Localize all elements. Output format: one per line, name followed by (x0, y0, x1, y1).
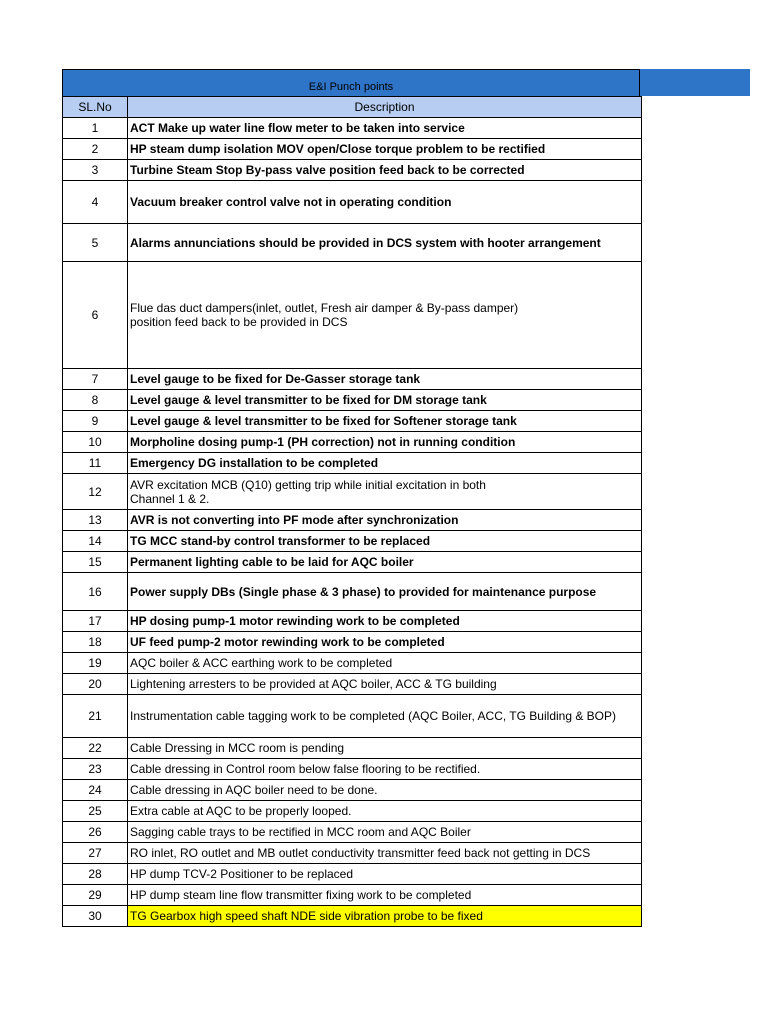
table-row (63, 139, 642, 160)
table-row (63, 674, 642, 695)
description-cell: Instrumentation cable tagging work to be completed (AQC Boiler, ACC, TG Building & BOP) (128, 695, 642, 738)
table-row (63, 510, 642, 531)
sl-no-cell: 5 (63, 224, 128, 262)
description-cell: AQC boiler & ACC earthing work to be completed (128, 653, 642, 674)
sl-no-cell: 8 (63, 390, 128, 411)
sl-no-cell: 4 (63, 181, 128, 224)
description-cell: Flue das duct dampers(inlet, outlet, Fresh air damper & By-pass damper) position feed back to be provided in DCS (128, 262, 642, 369)
sl-no-cell: 12 (63, 474, 128, 510)
description-cell: TG Gearbox high speed shaft NDE side vibration probe to be fixed (128, 906, 642, 927)
description-cell: Vacuum breaker control valve not in operating condition (128, 181, 642, 224)
table-row (63, 611, 642, 632)
description-cell: Level gauge to be fixed for De-Gasser storage tank (128, 369, 642, 390)
description-cell: UF feed pump-2 motor rewinding work to be completed (128, 632, 642, 653)
description-cell: HP dump steam line flow transmitter fixing work to be completed (128, 885, 642, 906)
table-row (63, 695, 642, 738)
table-row (63, 181, 642, 224)
sl-no-cell: 23 (63, 759, 128, 780)
table-row (63, 653, 642, 674)
description-cell: Level gauge & level transmitter to be fixed for Softener storage tank (128, 411, 642, 432)
punch-points-table (62, 96, 642, 927)
description-cell: Lightening arresters to be provided at AQC boiler, ACC & TG building (128, 674, 642, 695)
description-cell: Emergency DG installation to be completed (128, 453, 642, 474)
table-row (63, 759, 642, 780)
sl-no-cell: 1 (63, 118, 128, 139)
table-row (63, 369, 642, 390)
description-cell: Extra cable at AQC to be properly looped. (128, 801, 642, 822)
table-row (63, 885, 642, 906)
sl-no-cell: 7 (63, 369, 128, 390)
description-cell: Level gauge & level transmitter to be fixed for DM storage tank (128, 390, 642, 411)
sl-no-cell: 3 (63, 160, 128, 181)
description-cell: HP dosing pump-1 motor rewinding work to be completed (128, 611, 642, 632)
table-row (63, 453, 642, 474)
table-row (63, 160, 642, 181)
sl-no-cell: 14 (63, 531, 128, 552)
description-cell: ACT Make up water line flow meter to be taken into service (128, 118, 642, 139)
table-row (63, 118, 642, 139)
sl-no-cell: 20 (63, 674, 128, 695)
sl-no-cell: 24 (63, 780, 128, 801)
description-cell: Cable dressing in Control room below false flooring to be rectified. (128, 759, 642, 780)
sl-no-cell: 15 (63, 552, 128, 573)
sl-no-cell: 26 (63, 822, 128, 843)
description-cell: TG MCC stand-by control transformer to be replaced (128, 531, 642, 552)
description-cell: Morpholine dosing pump-1 (PH correction) not in running condition (128, 432, 642, 453)
sl-no-cell: 25 (63, 801, 128, 822)
description-cell: Alarms annunciations should be provided in DCS system with hooter arrangement (128, 224, 642, 262)
description-cell: AVR is not converting into PF mode after synchronization (128, 510, 642, 531)
sl-no-cell: 13 (63, 510, 128, 531)
description-cell: HP steam dump isolation MOV open/Close torque problem to be rectified (128, 139, 642, 160)
table-row (63, 531, 642, 552)
sl-no-cell: 29 (63, 885, 128, 906)
sl-no-cell: 2 (63, 139, 128, 160)
sl-no-cell: 30 (63, 906, 128, 927)
table-row (63, 262, 642, 369)
table-row (63, 552, 642, 573)
sl-no-cell: 19 (63, 653, 128, 674)
description-cell: HP dump TCV-2 Positioner to be replaced (128, 864, 642, 885)
table-row (63, 906, 642, 927)
sl-no-cell: 16 (63, 573, 128, 611)
sl-no-cell: 18 (63, 632, 128, 653)
table-row (63, 843, 642, 864)
description-cell: AVR excitation MCB (Q10) getting trip while initial excitation in both Channel 1 & 2. (128, 474, 642, 510)
description-cell: Power supply DBs (Single phase & 3 phase) to provided for maintenance purpose (128, 573, 642, 611)
sl-no-cell: 10 (63, 432, 128, 453)
sl-no-cell: 11 (63, 453, 128, 474)
table-row (63, 632, 642, 653)
table-row (63, 411, 642, 432)
table-row (63, 573, 642, 611)
description-cell: Sagging cable trays to be rectified in MCC room and AQC Boiler (128, 822, 642, 843)
sheet-title: E&I Punch points (62, 69, 640, 96)
table-row (63, 780, 642, 801)
sl-no-cell: 28 (63, 864, 128, 885)
description-cell: Cable dressing in AQC boiler need to be done. (128, 780, 642, 801)
header-row (63, 97, 642, 118)
sl-no-cell: 27 (63, 843, 128, 864)
sl-no-cell: 17 (63, 611, 128, 632)
table-row (63, 738, 642, 759)
description-cell: Permanent lighting cable to be laid for AQC boiler (128, 552, 642, 573)
description-cell: RO inlet, RO outlet and MB outlet conductivity transmitter feed back not getting in DCS (128, 843, 642, 864)
sl-no-cell: 9 (63, 411, 128, 432)
description-cell: Cable Dressing in MCC room is pending (128, 738, 642, 759)
sl-no-cell: 21 (63, 695, 128, 738)
sl-no-cell: 6 (63, 262, 128, 369)
table-row (63, 432, 642, 453)
table-row (63, 864, 642, 885)
sl-no-cell: 22 (63, 738, 128, 759)
table-row (63, 474, 642, 510)
table-row (63, 390, 642, 411)
table-row (63, 224, 642, 262)
sl-no-header: SL.No (63, 97, 128, 118)
description-header: Description (128, 97, 642, 118)
table-row (63, 822, 642, 843)
description-cell: Turbine Steam Stop By-pass valve position feed back to be corrected (128, 160, 642, 181)
table-row (63, 801, 642, 822)
